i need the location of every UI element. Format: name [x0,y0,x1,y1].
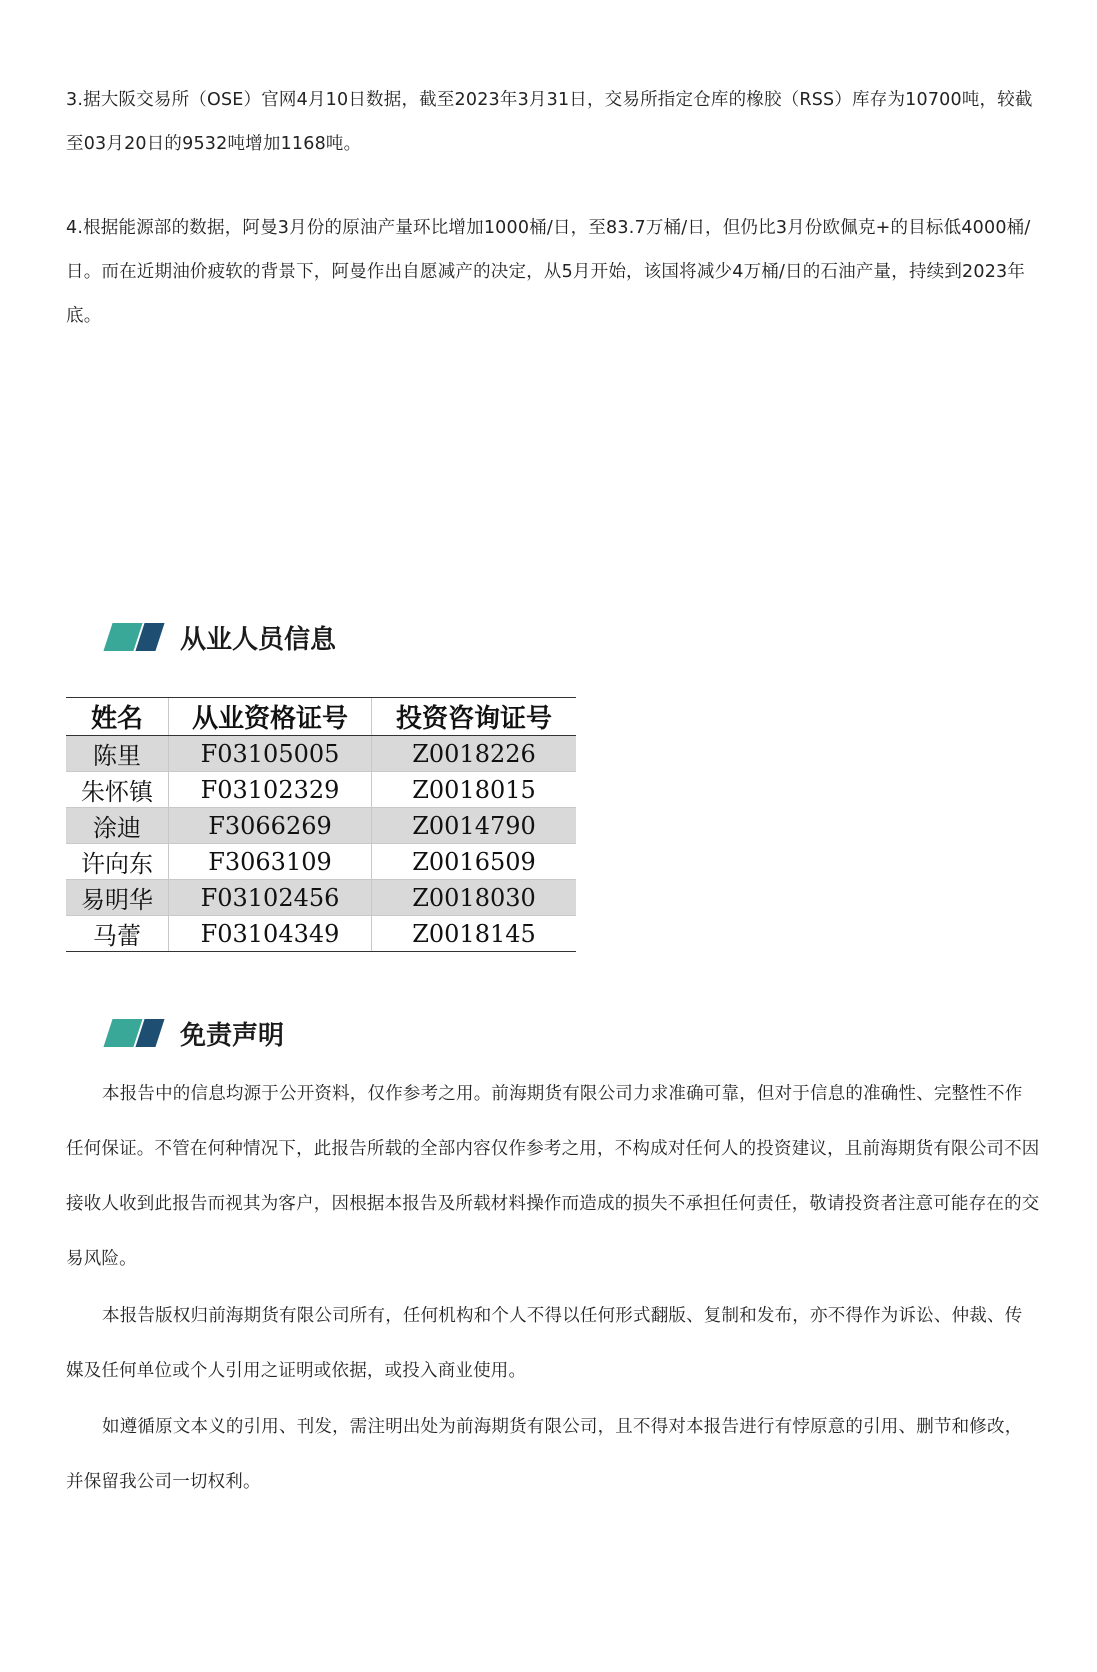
section-logo-icon [104,1017,166,1049]
staff-invest: Z0014790 [372,808,577,844]
header-invest: 投资咨询证号 [372,698,577,736]
disclaimer-paragraph-2: 本报告版权归前海期货有限公司所有，任何机构和个人不得以任何形式翻版、复制和发布，亦不得作为诉讼、仲裁、传媒及任何单位或个人引用之证明或依据，或投入商业使用。 [66,1306,1023,1381]
staff-name: 马蕾 [66,916,169,952]
section-logo-icon [104,621,166,653]
news-paragraph-3: 3.据大阪交易所（OSE）官网4月10日数据，截至2023年3月31日，交易所指定仓库的橡胶（RSS）库存为10700吨，较截至03月20日的9532吨增加1168吨。 [66,90,1033,154]
table-row [66,844,576,880]
staff-cert: F3063109 [169,844,372,880]
disclaimer-section-header [104,1013,284,1053]
staff-name: 涂迪 [66,808,169,844]
table-row [66,772,576,808]
table-row [66,880,576,916]
news-paragraph-4: 4.根据能源部的数据，阿曼3月份的原油产量环比增加1000桶/日，至83.7万桶/日，但仍比3月份欧佩克+的目标低4000桶/日。而在近期油价疲软的背景下，阿曼作出自愿减产的决定，从5月开始，该国将减少4万桶/日的石油产量，持续到2023年底。 [66,218,1031,326]
staff-invest: Z0018030 [372,880,577,916]
table-row [66,736,576,772]
staff-section-header [104,617,336,657]
staff-invest: Z0018145 [372,916,577,952]
staff-name: 朱怀镇 [66,772,169,808]
staff-cert: F03102329 [169,772,372,808]
disclaimer-section-title: 免责声明 [180,1020,285,1051]
header-name: 姓名 [66,698,169,736]
staff-table [66,697,576,952]
staff-name: 易明华 [66,880,169,916]
table-row [66,808,576,844]
staff-cert: F03105005 [169,736,372,772]
staff-invest: Z0018015 [372,772,577,808]
staff-section-title: 从业人员信息 [180,624,337,655]
staff-invest: Z0016509 [372,844,577,880]
staff-invest: Z0018226 [372,736,577,772]
staff-name: 陈里 [66,736,169,772]
header-cert: 从业资格证号 [169,698,372,736]
disclaimer-paragraph-1: 本报告中的信息均源于公开资料，仅作参考之用。前海期货有限公司力求准确可靠，但对于信息的准确性、完整性不作任何保证。不管在何种情况下，此报告所载的全部内容仅作参考之用，不构成对任何人的投资建议，且前海期货有限公司不因接收人收到此报告而视其为客户，因根据本报告及所载材料操作而造成的损失不承担任何责任，敬请投资者注意可能存在的交易风险。 [66,1084,1040,1269]
staff-cert: F03102456 [169,880,372,916]
staff-cert: F03104349 [169,916,372,952]
table-row [66,916,576,952]
table-header-row [66,698,576,736]
disclaimer-paragraph-3: 如遵循原文本义的引用、刊发，需注明出处为前海期货有限公司，且不得对本报告进行有悖原意的引用、删节和修改，并保留我公司一切权利。 [66,1417,1023,1492]
staff-name: 许向东 [66,844,169,880]
staff-cert: F3066269 [169,808,372,844]
